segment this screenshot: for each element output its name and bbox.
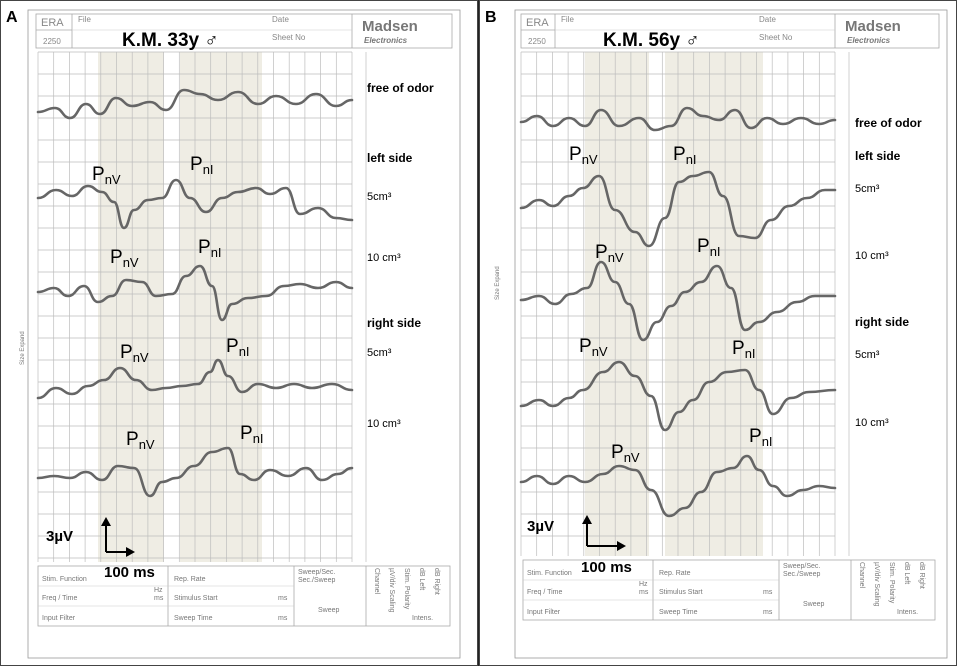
svg-text:Channel: Channel [858, 562, 865, 589]
panel-b-cond-10a: 10 cm³ [855, 250, 889, 262]
panel-b-brand: Madsen [845, 18, 901, 35]
panel-b-cond-5b: 5cm³ [855, 349, 880, 361]
svg-text:Hz: Hz [154, 587, 163, 594]
svg-text:Sec./Sweep: Sec./Sweep [783, 571, 821, 578]
panel-b-sheet: Sheet No [759, 33, 793, 42]
panel-a-cond-left: left side [367, 151, 413, 165]
peak-label-ni: $P_{nI}$ [190, 154, 214, 177]
panel-b-letter: B [485, 9, 497, 26]
svg-text:Stimulus Start: Stimulus Start [174, 595, 218, 602]
peak-label-nv: $P_{nV}$ [611, 442, 640, 465]
svg-text:ms: ms [278, 615, 288, 622]
svg-text:µV/div Scaling: µV/div Scaling [873, 562, 880, 607]
panel-a-side-text: Size Expand [20, 331, 26, 365]
svg-text:ms: ms [763, 609, 773, 616]
panel-a-cond-10b: 10 cm³ [367, 418, 401, 430]
analysis-window [180, 52, 262, 562]
panel-a-subject: K.M. 33y ♂ [122, 30, 219, 51]
svg-text:Intens.: Intens. [897, 609, 919, 616]
panel-b-cond-free: free of odor [855, 116, 922, 130]
svg-text:Rep. Rate: Rep. Rate [174, 576, 206, 583]
panel-a-cond-5b: 5cm³ [367, 347, 392, 359]
svg-text:Stim. Function: Stim. Function [527, 570, 572, 577]
peak-label-ni: $P_{nI}$ [673, 144, 697, 167]
panel-a-scale-voltage: 3µV [46, 528, 73, 545]
panel-a-cond-right: right side [367, 316, 422, 330]
panel-a-scale-time: 100 ms [104, 564, 155, 581]
peak-label-nv: $P_{nV}$ [92, 164, 121, 187]
peak-label-ni: $P_{nI}$ [749, 426, 773, 449]
svg-text:Sweep: Sweep [318, 607, 340, 614]
svg-text:Stimulus Start: Stimulus Start [659, 589, 703, 596]
panel-a-cond-5a: 5cm³ [367, 191, 392, 203]
svg-text:Rep. Rate: Rep. Rate [659, 570, 691, 577]
panel-a-file: File [78, 15, 91, 24]
svg-text:Sweep/Sec.: Sweep/Sec. [783, 563, 821, 570]
panel-a-brand-sub: Electronics [364, 36, 408, 45]
peak-label-ni: $P_{nI}$ [697, 236, 721, 259]
analysis-window [98, 52, 164, 562]
panel-a-letter: A [6, 9, 18, 26]
panel-a-cond-free: free of odor [367, 81, 434, 95]
panel-b-cond-5a: 5cm³ [855, 183, 880, 195]
panel-b-subject: K.M. 56y ♂ [603, 30, 700, 51]
peak-label-nv: $P_{nV}$ [579, 336, 608, 359]
peak-label-nv: $P_{nV}$ [569, 144, 598, 167]
svg-text:Sweep: Sweep [803, 601, 825, 608]
panel-a-brand: Madsen [362, 18, 418, 35]
panel-b [479, 0, 957, 666]
svg-text:dB Left: dB Left [903, 562, 910, 585]
svg-text:Stim. Polarity: Stim. Polarity [888, 562, 895, 604]
peak-label-ni: $P_{nI}$ [198, 237, 222, 260]
panel-a [0, 0, 478, 666]
panel-b-side-text: Size Expand [495, 266, 501, 300]
panel-a-chart [0, 0, 478, 666]
panel-b-file: File [561, 15, 574, 24]
svg-text:ms: ms [763, 589, 773, 596]
panel-a-cond-10a: 10 cm³ [367, 252, 401, 264]
svg-text:Intens.: Intens. [412, 615, 434, 622]
panel-b-brand-sub: Electronics [847, 36, 891, 45]
svg-text:Sweep Time: Sweep Time [174, 615, 213, 622]
svg-text:ms: ms [639, 589, 649, 596]
peak-label-nv: $P_{nV}$ [126, 429, 155, 452]
peak-label-nv: $P_{nV}$ [595, 242, 624, 265]
peak-label-nv: $P_{nV}$ [110, 247, 139, 270]
panel-a-era: ERA [41, 17, 64, 29]
panel-a-sheet: Sheet No [272, 33, 306, 42]
svg-text:Hz: Hz [639, 581, 648, 588]
svg-text:dB Right: dB Right [918, 562, 925, 589]
svg-text:Sweep/Sec.: Sweep/Sec. [298, 569, 336, 576]
svg-text:Sec./Sweep: Sec./Sweep [298, 577, 336, 584]
panel-b-date: Date [759, 15, 776, 24]
peak-label-ni: $P_{nI}$ [732, 338, 756, 361]
panel-b-scale-time: 100 ms [581, 559, 632, 576]
panel-b-cond-10b: 10 cm³ [855, 417, 889, 429]
svg-text:Freq / Time: Freq / Time [42, 595, 78, 602]
svg-text:Stim. Polarity: Stim. Polarity [403, 568, 410, 610]
svg-text:dB Left: dB Left [418, 568, 425, 591]
svg-text:Input Filter: Input Filter [527, 609, 561, 616]
panel-b-scale-voltage: 3µV [527, 518, 554, 535]
svg-text:Channel: Channel [373, 568, 380, 595]
panel-a-date: Date [272, 15, 289, 24]
svg-text:µV/div Scaling: µV/div Scaling [388, 568, 395, 613]
panel-b-cond-left: left side [855, 149, 901, 163]
svg-text:ms: ms [154, 595, 164, 602]
panel-b-cond-right: right side [855, 315, 910, 329]
svg-text:Freq / Time: Freq / Time [527, 589, 563, 596]
panel-b-era-num: 2250 [528, 37, 546, 46]
peak-label-ni: $P_{nI}$ [240, 423, 264, 446]
analysis-window [585, 52, 649, 556]
peak-label-ni: $P_{nI}$ [226, 336, 250, 359]
peak-label-nv: $P_{nV}$ [120, 342, 149, 365]
svg-text:Stim. Function: Stim. Function [42, 576, 87, 583]
panel-a-era-num: 2250 [43, 37, 61, 46]
svg-text:dB Right: dB Right [433, 568, 440, 595]
panel-b-chart [479, 0, 957, 666]
svg-text:Input Filter: Input Filter [42, 615, 76, 622]
panel-b-era: ERA [526, 17, 549, 29]
svg-text:Sweep Time: Sweep Time [659, 609, 698, 616]
svg-text:ms: ms [278, 595, 288, 602]
